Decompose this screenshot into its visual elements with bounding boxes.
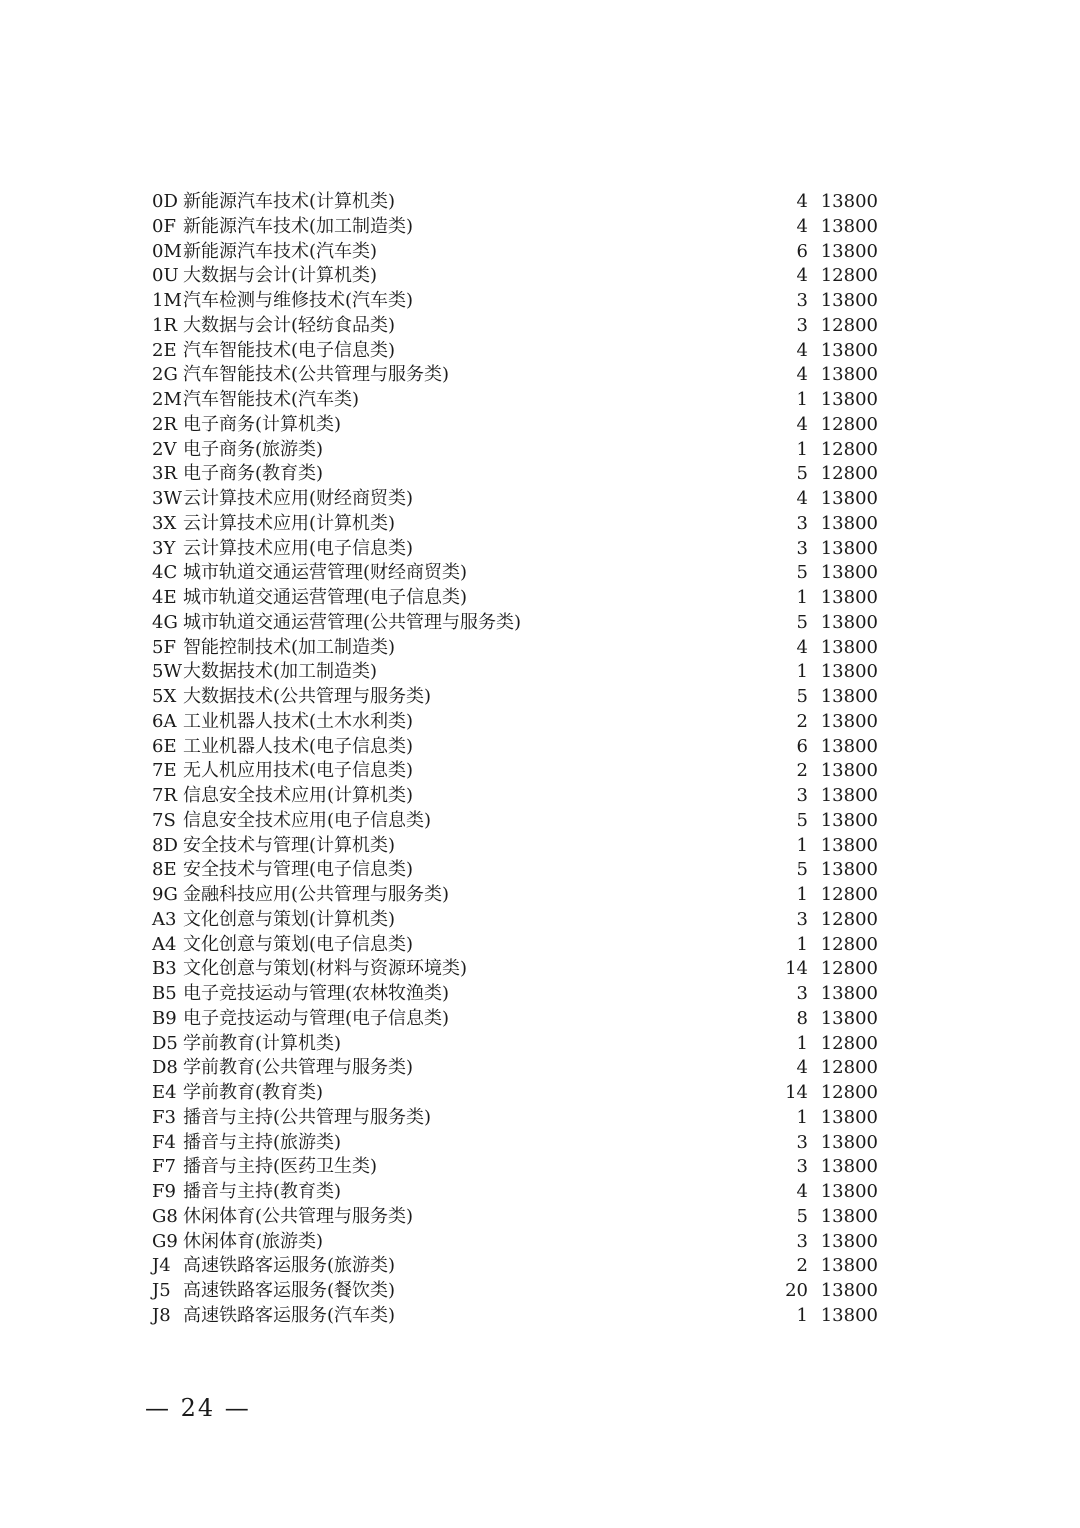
major-code: B3 <box>152 958 177 980</box>
enrollment-count: 4 <box>796 1057 808 1079</box>
table-row <box>152 1032 892 1057</box>
enrollment-count: 1 <box>796 884 808 905</box>
major-name: 大数据技术(公共管理与服务类) <box>183 686 432 707</box>
major-name: 大数据技术(加工制造类) <box>183 661 378 683</box>
tuition-fee: 12800 <box>820 884 878 905</box>
major-name: 高速铁路客运服务(餐饮类) <box>183 1280 396 1301</box>
tuition-fee: 13800 <box>820 983 878 1004</box>
major-code: 5X <box>152 686 177 707</box>
major-name: 休闲体育(公共管理与服务类) <box>183 1205 414 1227</box>
tuition-fee: 13800 <box>820 834 878 856</box>
table-row <box>152 933 892 958</box>
major-code: B9 <box>152 1007 177 1029</box>
table-row <box>152 1180 892 1205</box>
enrollment-count: 4 <box>796 364 808 386</box>
enrollment-count: 3 <box>796 908 808 930</box>
enrollment-count: 2 <box>796 760 808 782</box>
major-code: 6E <box>152 735 177 757</box>
table-row <box>152 1155 892 1180</box>
enrollment-count: 5 <box>796 859 808 881</box>
tuition-fee: 13800 <box>820 215 878 237</box>
tuition-fee: 13800 <box>820 710 878 732</box>
major-name: 信息安全技术应用(电子信息类) <box>183 809 432 831</box>
enrollment-count: 3 <box>796 785 808 806</box>
enrollment-count: 3 <box>796 512 808 534</box>
major-name: 汽车智能技术(电子信息类) <box>183 339 396 361</box>
major-name: 大数据与会计(计算机类) <box>183 265 378 287</box>
table-row <box>152 438 892 463</box>
table-row <box>152 264 892 289</box>
table-row <box>152 561 892 586</box>
enrollment-count: 5 <box>796 686 808 707</box>
tuition-fee: 13800 <box>820 1131 878 1153</box>
tuition-fee: 13800 <box>820 1156 878 1178</box>
table-row <box>152 883 892 908</box>
major-code: B5 <box>152 983 177 1004</box>
tuition-fee: 13800 <box>820 389 878 410</box>
tuition-fee: 13800 <box>820 661 878 683</box>
tuition-fee: 13800 <box>820 760 878 782</box>
enrollment-count: 5 <box>796 611 808 633</box>
enrollment-count: 1 <box>796 438 808 460</box>
table-row <box>152 1205 892 1230</box>
tuition-fee: 12800 <box>820 1057 878 1079</box>
major-name: 城市轨道交通运营管理(财经商贸类) <box>183 562 468 584</box>
enrollment-count: 5 <box>796 809 808 831</box>
table-row <box>152 1081 892 1106</box>
major-code: G9 <box>152 1230 178 1252</box>
major-code: 0U <box>152 265 179 287</box>
enrollment-count: 8 <box>796 1007 808 1029</box>
tuition-fee: 13800 <box>820 611 878 633</box>
major-code: J4 <box>152 1255 171 1277</box>
major-name: 电子竞技运动与管理(电子信息类) <box>183 1007 450 1029</box>
enrollment-count: 1 <box>796 661 808 683</box>
tuition-fee: 13800 <box>820 191 878 212</box>
tuition-fee: 12800 <box>820 413 878 435</box>
tuition-fee: 13800 <box>820 512 878 534</box>
enrollment-count: 1 <box>796 933 808 955</box>
table-row <box>152 611 892 636</box>
enrollment-count: 3 <box>796 314 808 336</box>
table-row <box>152 190 892 215</box>
major-name: 汽车智能技术(公共管理与服务类) <box>183 364 450 386</box>
major-name: 文化创意与策划(电子信息类) <box>183 933 414 955</box>
major-code: 3X <box>152 512 177 534</box>
enrollment-count: 1 <box>796 834 808 856</box>
major-name: 金融科技应用(公共管理与服务类) <box>183 884 450 905</box>
major-name: 电子竞技运动与管理(农林牧渔类) <box>183 983 450 1004</box>
major-code: G8 <box>152 1205 178 1227</box>
major-name: 播音与主持(公共管理与服务类) <box>183 1106 432 1128</box>
tuition-fee: 13800 <box>820 1255 878 1277</box>
major-name: 安全技术与管理(电子信息类) <box>183 859 414 881</box>
table-row <box>152 1254 892 1279</box>
enrollment-count: 14 <box>785 958 808 980</box>
tuition-fee: 13800 <box>820 1181 878 1202</box>
major-name: 信息安全技术应用(计算机类) <box>183 785 414 806</box>
major-code: 0M <box>152 240 182 262</box>
table-row <box>152 388 892 413</box>
major-code: 8E <box>152 859 177 881</box>
table-row <box>152 363 892 388</box>
major-code: 6A <box>152 710 177 732</box>
table-row <box>152 834 892 859</box>
enrollment-count: 4 <box>796 339 808 361</box>
tuition-fee: 12800 <box>820 1082 878 1103</box>
enrollment-count: 4 <box>796 636 808 658</box>
major-name: 学前教育(计算机类) <box>183 1032 342 1054</box>
enrollment-count: 1 <box>796 1106 808 1128</box>
table-row <box>152 1131 892 1156</box>
table-row <box>152 1056 892 1081</box>
major-code: J5 <box>152 1280 171 1301</box>
table-row <box>152 487 892 512</box>
tuition-fee: 13800 <box>820 240 878 262</box>
enrollment-count: 4 <box>796 215 808 237</box>
major-code: A4 <box>152 933 177 955</box>
major-code: 5F <box>152 636 176 658</box>
table-row <box>152 1230 892 1255</box>
page-number: — 24 — <box>145 1394 251 1422</box>
table-row <box>152 636 892 661</box>
major-code: A3 <box>152 908 177 930</box>
tuition-fee: 13800 <box>820 1106 878 1128</box>
major-code: 4G <box>152 611 178 633</box>
table-row <box>152 957 892 982</box>
enrollment-count: 3 <box>796 1131 808 1153</box>
major-name: 播音与主持(旅游类) <box>183 1131 342 1153</box>
major-name: 云计算技术应用(计算机类) <box>183 512 396 534</box>
table-row <box>152 537 892 562</box>
tuition-fee: 13800 <box>820 735 878 757</box>
major-code: 3Y <box>152 537 176 559</box>
tuition-fee: 13800 <box>820 1205 878 1227</box>
major-code: 2V <box>152 438 177 460</box>
table-row <box>152 908 892 933</box>
tuition-fee: 13800 <box>820 809 878 831</box>
major-code: 0F <box>152 215 176 237</box>
major-name: 城市轨道交通运营管理(公共管理与服务类) <box>183 611 522 633</box>
enrollment-count: 4 <box>796 191 808 212</box>
enrollment-count: 4 <box>796 488 808 509</box>
major-code: 5W <box>152 661 182 683</box>
table-row <box>152 982 892 1007</box>
tuition-fee: 13800 <box>820 686 878 707</box>
tuition-fee: 13800 <box>820 562 878 584</box>
tuition-fee: 13800 <box>820 488 878 509</box>
tuition-fee: 13800 <box>820 1230 878 1252</box>
major-name: 智能控制技术(加工制造类) <box>183 636 396 658</box>
table-row <box>152 289 892 314</box>
major-code: D8 <box>152 1057 178 1079</box>
enrollment-count: 6 <box>796 240 808 262</box>
major-name: 无人机应用技术(电子信息类) <box>183 760 414 782</box>
major-name: 汽车检测与维修技术(汽车类) <box>183 290 414 311</box>
enrollment-count: 4 <box>796 265 808 287</box>
major-name: 电子商务(旅游类) <box>183 438 324 460</box>
major-name: 大数据与会计(轻纺食品类) <box>183 314 396 336</box>
major-name: 学前教育(公共管理与服务类) <box>183 1057 414 1079</box>
major-name: 城市轨道交通运营管理(电子信息类) <box>183 587 468 608</box>
major-code: 8D <box>152 834 178 856</box>
table-row <box>152 462 892 487</box>
table-row <box>152 685 892 710</box>
tuition-fee: 12800 <box>820 265 878 287</box>
major-name: 云计算技术应用(电子信息类) <box>183 537 414 559</box>
enrollment-table <box>152 190 892 1329</box>
table-row <box>152 710 892 735</box>
major-code: 0D <box>152 191 178 212</box>
major-name: 文化创意与策划(材料与资源环境类) <box>183 958 468 980</box>
enrollment-count: 2 <box>796 710 808 732</box>
major-name: 文化创意与策划(计算机类) <box>183 908 396 930</box>
major-code: F7 <box>152 1156 176 1178</box>
major-code: 1M <box>152 290 182 311</box>
table-row <box>152 809 892 834</box>
major-code: 9G <box>152 884 178 905</box>
major-name: 学前教育(教育类) <box>183 1082 324 1103</box>
enrollment-count: 3 <box>796 537 808 559</box>
tuition-fee: 13800 <box>820 785 878 806</box>
major-code: 7S <box>152 809 176 831</box>
major-code: 2E <box>152 339 177 361</box>
major-name: 新能源汽车技术(计算机类) <box>183 191 396 212</box>
tuition-fee: 13800 <box>820 290 878 311</box>
table-row <box>152 314 892 339</box>
major-code: 1R <box>152 314 178 336</box>
tuition-fee: 13800 <box>820 587 878 608</box>
major-name: 工业机器人技术(电子信息类) <box>183 735 414 757</box>
table-row <box>152 660 892 685</box>
enrollment-count: 4 <box>796 1181 808 1202</box>
major-code: 2M <box>152 389 182 410</box>
tuition-fee: 13800 <box>820 339 878 361</box>
table-row <box>152 1106 892 1131</box>
tuition-fee: 12800 <box>820 958 878 980</box>
major-code: 4C <box>152 562 178 584</box>
major-code: F3 <box>152 1106 176 1128</box>
tuition-fee: 13800 <box>820 1007 878 1029</box>
major-code: F4 <box>152 1131 176 1153</box>
enrollment-count: 5 <box>796 562 808 584</box>
table-row <box>152 784 892 809</box>
tuition-fee: 13800 <box>820 1280 878 1301</box>
tuition-fee: 13800 <box>820 364 878 386</box>
major-code: 4E <box>152 587 177 608</box>
tuition-fee: 13800 <box>820 1304 878 1326</box>
major-name: 电子商务(计算机类) <box>183 413 342 435</box>
major-name: 高速铁路客运服务(汽车类) <box>183 1304 396 1326</box>
table-row <box>152 735 892 760</box>
major-code: J8 <box>152 1304 171 1326</box>
enrollment-count: 3 <box>796 983 808 1004</box>
table-row <box>152 759 892 784</box>
major-name: 休闲体育(旅游类) <box>183 1230 324 1252</box>
table-row <box>152 1304 892 1329</box>
major-code: E4 <box>152 1082 177 1103</box>
enrollment-count: 2 <box>796 1255 808 1277</box>
enrollment-count: 1 <box>796 587 808 608</box>
table-row <box>152 240 892 265</box>
major-code: 3R <box>152 463 178 485</box>
tuition-fee: 12800 <box>820 908 878 930</box>
tuition-fee: 12800 <box>820 933 878 955</box>
major-name: 汽车智能技术(汽车类) <box>183 389 360 410</box>
enrollment-count: 1 <box>796 389 808 410</box>
enrollment-count: 20 <box>785 1280 808 1301</box>
table-row <box>152 858 892 883</box>
major-name: 安全技术与管理(计算机类) <box>183 834 396 856</box>
table-row <box>152 215 892 240</box>
tuition-fee: 13800 <box>820 537 878 559</box>
tuition-fee: 12800 <box>820 1032 878 1054</box>
table-row <box>152 586 892 611</box>
table-row <box>152 1007 892 1032</box>
major-name: 新能源汽车技术(加工制造类) <box>183 215 414 237</box>
enrollment-count: 5 <box>796 1205 808 1227</box>
major-name: 工业机器人技术(土木水利类) <box>183 710 414 732</box>
major-name: 高速铁路客运服务(旅游类) <box>183 1255 396 1277</box>
major-name: 云计算技术应用(财经商贸类) <box>183 488 414 509</box>
enrollment-count: 14 <box>785 1082 808 1103</box>
enrollment-count: 6 <box>796 735 808 757</box>
enrollment-count: 5 <box>796 463 808 485</box>
enrollment-count: 3 <box>796 1156 808 1178</box>
major-code: 7E <box>152 760 177 782</box>
tuition-fee: 13800 <box>820 859 878 881</box>
major-name: 新能源汽车技术(汽车类) <box>183 240 378 262</box>
tuition-fee: 12800 <box>820 463 878 485</box>
enrollment-count: 4 <box>796 413 808 435</box>
major-code: 3W <box>152 488 182 509</box>
table-row <box>152 413 892 438</box>
tuition-fee: 12800 <box>820 438 878 460</box>
enrollment-count: 1 <box>796 1304 808 1326</box>
major-code: F9 <box>152 1181 176 1202</box>
major-name: 播音与主持(医药卫生类) <box>183 1156 378 1178</box>
tuition-fee: 12800 <box>820 314 878 336</box>
enrollment-count: 3 <box>796 290 808 311</box>
enrollment-count: 3 <box>796 1230 808 1252</box>
major-name: 电子商务(教育类) <box>183 463 324 485</box>
table-row <box>152 1279 892 1304</box>
enrollment-count: 1 <box>796 1032 808 1054</box>
major-name: 播音与主持(教育类) <box>183 1181 342 1202</box>
major-code: 2G <box>152 364 178 386</box>
tuition-fee: 13800 <box>820 636 878 658</box>
table-row <box>152 512 892 537</box>
major-code: D5 <box>152 1032 178 1054</box>
table-row <box>152 339 892 364</box>
major-code: 2R <box>152 413 178 435</box>
major-code: 7R <box>152 785 178 806</box>
